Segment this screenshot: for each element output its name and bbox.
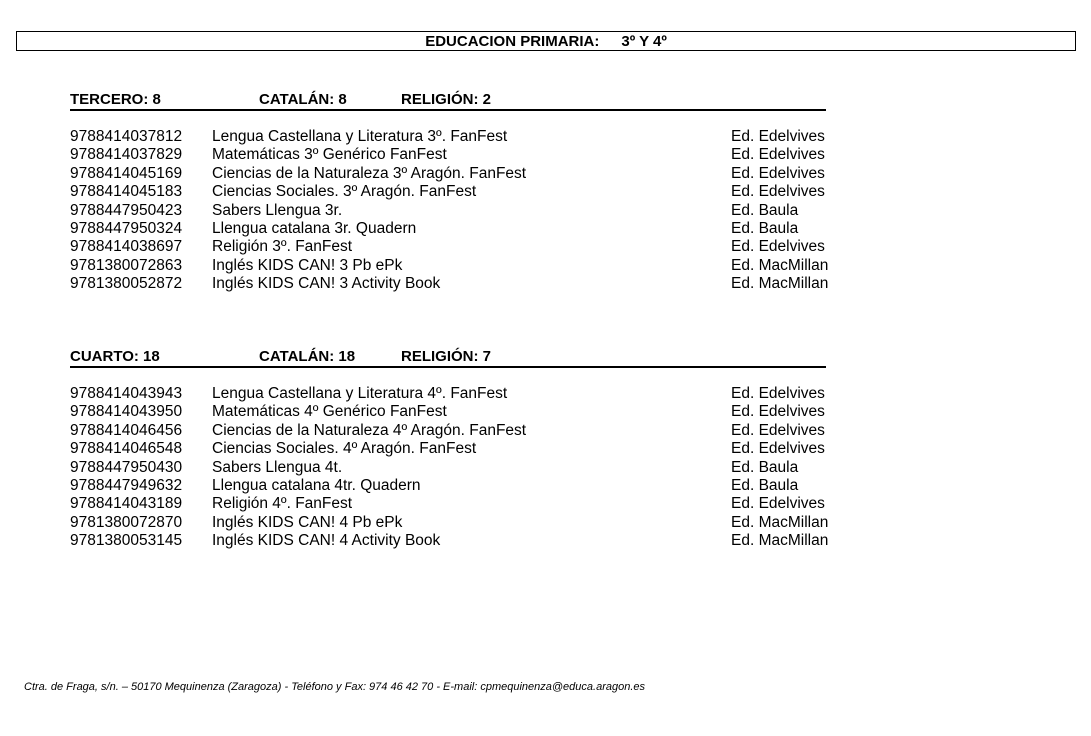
book-title: Sabers Llengua 3r.: [212, 201, 343, 219]
book-publisher: Ed. Edelvives: [731, 421, 825, 439]
book-isbn: 9788447950423: [70, 201, 183, 219]
book-list: [70, 385, 840, 551]
book-row: [70, 183, 840, 201]
book-publisher: Ed. Edelvives: [731, 146, 825, 164]
title-label: EDUCACION PRIMARIA:: [425, 33, 600, 50]
book-publisher: Ed. MacMillan: [731, 275, 829, 293]
section-tercero: [70, 91, 840, 294]
section-cuarto: [70, 348, 840, 551]
book-isbn: 9788447950430: [70, 458, 183, 476]
book-publisher: Ed. Baula: [731, 476, 799, 494]
document-title: [16, 31, 1076, 51]
book-isbn: 9788414037829: [70, 146, 183, 164]
book-list: [70, 128, 840, 294]
book-isbn: 9788414043189: [70, 495, 183, 513]
book-publisher: Ed. Edelvives: [731, 238, 825, 256]
book-row: [70, 165, 840, 183]
book-isbn: 9788414038697: [70, 238, 183, 256]
book-isbn: 9788414045169: [70, 164, 183, 182]
book-row: [70, 128, 840, 146]
book-title: Ciencias de la Naturaleza 4º Aragón. FanFest: [212, 421, 527, 439]
religion-count: RELIGIÓN: 2: [401, 91, 492, 108]
book-title: Matemáticas 4º Genérico FanFest: [212, 403, 447, 421]
book-row: [70, 202, 840, 220]
title-value: 3º Y 4º: [621, 33, 667, 50]
book-title: Sabers Llengua 4t.: [212, 458, 343, 476]
book-isbn: 9781380072870: [70, 513, 183, 531]
book-title: Lengua Castellana y Literatura 4º. FanFest: [212, 385, 508, 402]
book-publisher: Ed. MacMillan: [731, 256, 829, 274]
catalan-count: CATALÁN: 8: [259, 91, 347, 108]
book-row: [70, 275, 840, 293]
book-row: [70, 385, 840, 403]
book-title: Inglés KIDS CAN! 3 Activity Book: [212, 275, 441, 293]
book-row: [70, 532, 840, 550]
book-title: Llengua catalana 3r. Quadern: [212, 219, 417, 237]
book-publisher: Ed. Edelvives: [731, 164, 825, 182]
book-publisher: Ed. Baula: [731, 201, 799, 219]
book-publisher: Ed. Edelvives: [731, 128, 825, 145]
book-isbn: 9788414037812: [70, 128, 183, 145]
grade-count: CUARTO: 18: [70, 348, 160, 365]
book-isbn: 9788414043950: [70, 403, 183, 421]
book-title: Religión 4º. FanFest: [212, 495, 353, 513]
book-row: [70, 459, 840, 477]
book-title: Inglés KIDS CAN! 4 Activity Book: [212, 532, 441, 550]
book-isbn: 9781380053145: [70, 532, 183, 550]
book-title: Inglés KIDS CAN! 4 Pb ePk: [212, 513, 403, 531]
book-publisher: Ed. Edelvives: [731, 495, 825, 513]
book-row: [70, 257, 840, 275]
book-publisher: Ed. Edelvives: [731, 183, 825, 201]
book-isbn: 9781380072863: [70, 256, 183, 274]
book-title: Lengua Castellana y Literatura 3º. FanFest: [212, 128, 508, 145]
book-row: [70, 514, 840, 532]
book-isbn: 9788414046456: [70, 421, 183, 439]
footer-address: Ctra. de Fraga, s/n. – 50170 Mequinenza (Zaragoza) - Teléfono y Fax: 974 46 42 70 - E-mail: cpmequinenza@educa.aragon.es: [24, 681, 646, 693]
book-title: Llengua catalana 4tr. Quadern: [212, 476, 421, 494]
book-publisher: Ed. Edelvives: [731, 385, 825, 402]
book-title: Inglés KIDS CAN! 3 Pb ePk: [212, 256, 403, 274]
book-isbn: 9781380052872: [70, 275, 183, 293]
book-row: [70, 495, 840, 513]
book-publisher: Ed. MacMillan: [731, 513, 829, 531]
catalan-count: CATALÁN: 18: [259, 348, 356, 365]
book-row: [70, 146, 840, 164]
book-row: [70, 440, 840, 458]
book-row: [70, 403, 840, 421]
section-header: [70, 91, 826, 111]
religion-count: RELIGIÓN: 7: [401, 348, 492, 365]
book-title: Ciencias Sociales. 3º Aragón. FanFest: [212, 183, 477, 201]
book-title: Ciencias de la Naturaleza 3º Aragón. FanFest: [212, 164, 527, 182]
book-publisher: Ed. Baula: [731, 219, 799, 237]
book-publisher: Ed. MacMillan: [731, 532, 829, 550]
book-row: [70, 477, 840, 495]
book-isbn: 9788414045183: [70, 183, 183, 201]
book-title: Ciencias Sociales. 4º Aragón. FanFest: [212, 440, 477, 458]
book-row: [70, 220, 840, 238]
book-publisher: Ed. Edelvives: [731, 440, 825, 458]
book-title: Religión 3º. FanFest: [212, 238, 353, 256]
section-header: [70, 348, 826, 368]
book-publisher: Ed. Edelvives: [731, 403, 825, 421]
book-row: [70, 422, 840, 440]
book-title: Matemáticas 3º Genérico FanFest: [212, 146, 447, 164]
book-isbn: 9788447950324: [70, 219, 183, 237]
grade-count: TERCERO: 8: [70, 91, 161, 108]
book-row: [70, 238, 840, 256]
book-isbn: 9788447949632: [70, 476, 183, 494]
book-publisher: Ed. Baula: [731, 458, 799, 476]
book-isbn: 9788414046548: [70, 440, 183, 458]
book-isbn: 9788414043943: [70, 385, 183, 402]
